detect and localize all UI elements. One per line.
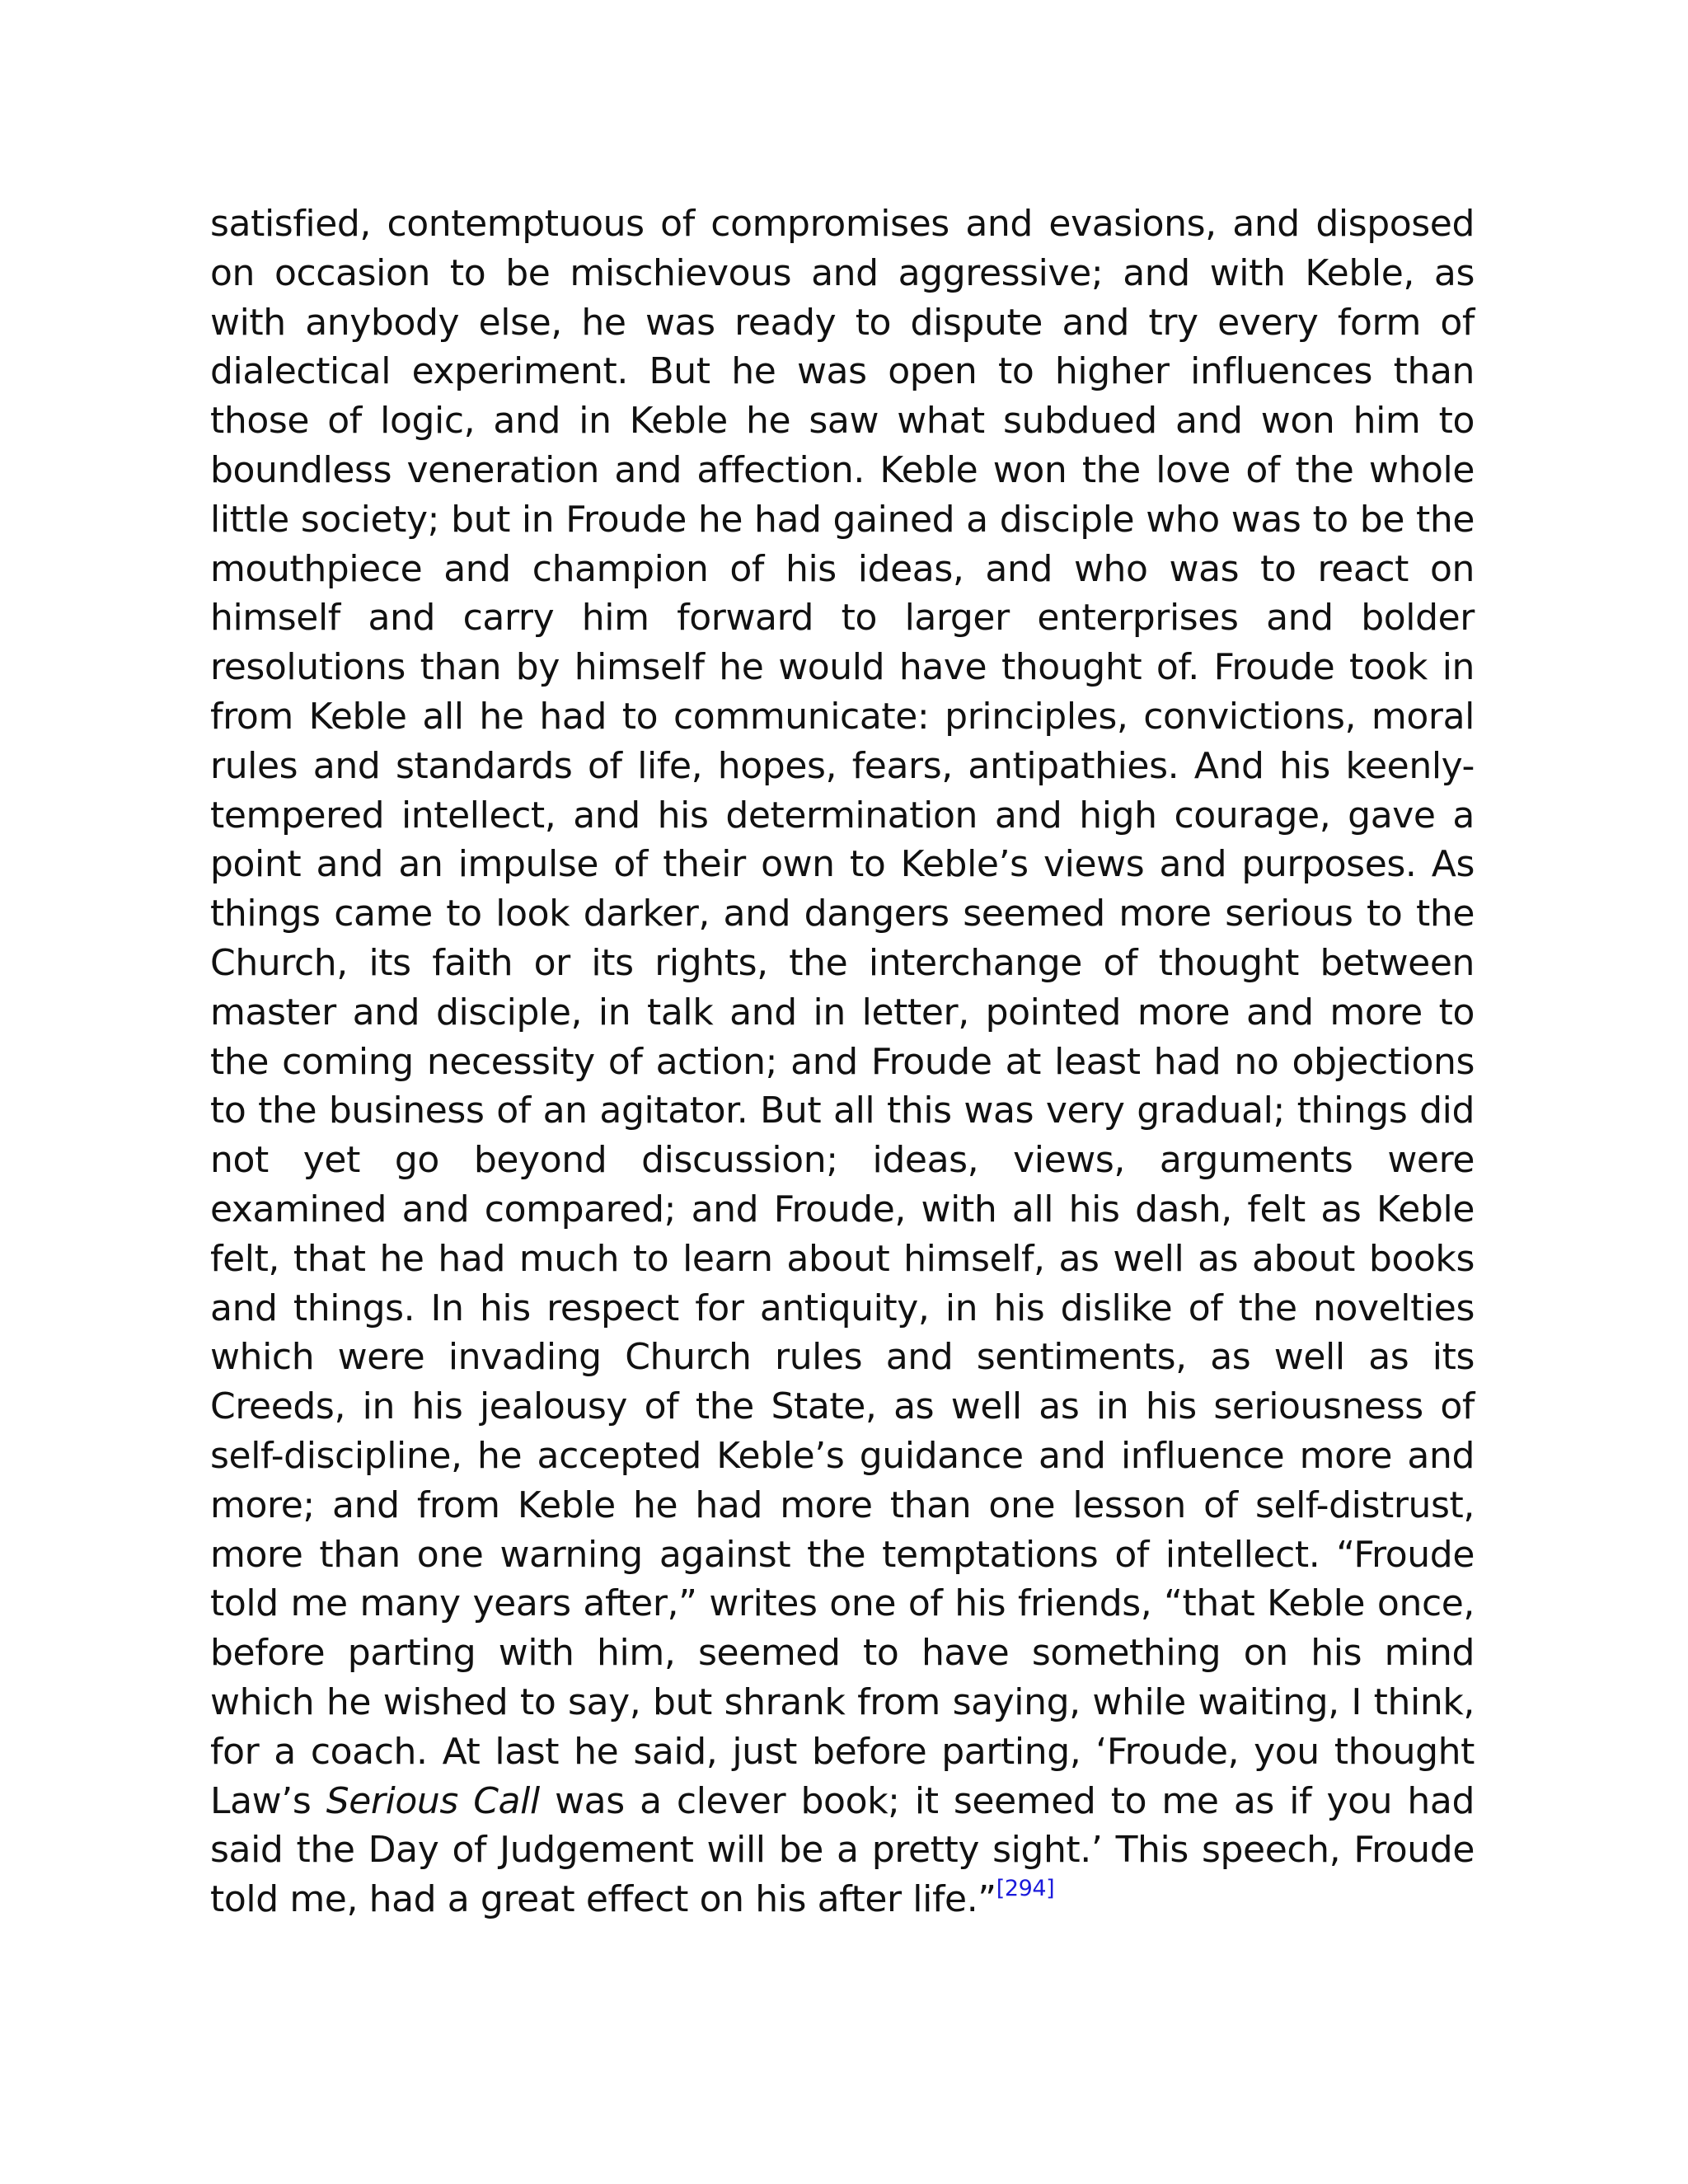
paragraph-text-after-title: was a clever book; it seemed to me as if you had said the Day of Judgement will be a pretty sight.’ This speech, Froude told me, had a great effect on his after life.” [210, 1779, 1475, 1921]
page-content [210, 199, 1475, 2013]
footnote-link[interactable]: [294] [996, 1876, 1055, 1902]
paragraph-text-before-title: satisfied, contemptuous of compromises and evasions, and disposed on occasion to be mischievous and aggressive; and with Keble, as with anybody else, he was ready to dispute and try every form of dialectical experiment. But he was open to higher influences than those of logic, and in Keble he saw what subdued and won him to boundless veneration and affection. Keble won the love of the whole little society; but in Froude he had gained a disciple who was to be the mouthpiece and champion of his ideas, and who was to react on himself and carry him forward to larger enterprises and bolder resolutions than by himself he would have thought of. Froude took in from Keble all he had to communicate: principles, convictions, moral rules and standards of life, hopes, fears, antipathies. And his keenly-tempered intellect, and his determination and high courage, gave a point and an impulse of their own to Keble’s views and purposes. As things came to look darker, and dangers seemed more serious to the Church, its faith or its rights, the interchange of thought between master and disciple, in talk and in letter, pointed more and more to the coming necessity of action; and Froude at least had no objections to the business of an agitator. But all this was very gradual; things did not yet go beyond discussion; ideas, views, arguments were examined and compared; and Froude, with all his dash, felt as Keble felt, that he had much to learn about himself, as well as about books and things. In his respect for antiquity, in his dislike of the novelties which were invading Church rules and sentiments, as well as its Creeds, in his jealousy of the State, as well as in his seriousness of self-discipline, he accepted Keble’s guidance and influence more and more; and from Keble he had more than one lesson of self-distrust, more than one warning against the temptations of intellect. “Froude told me many years after,” writes one of his friends, “that Keble once, before parting with him, seemed to have something on his mind which he wished to say, but shrank from saying, while waiting, I think, for a coach. At last he said, just before parting, ‘Froude, you thought Law’s [210, 203, 1475, 1822]
body-paragraph [210, 199, 1475, 1924]
book-title-italic: Serious Call [326, 1779, 540, 1822]
